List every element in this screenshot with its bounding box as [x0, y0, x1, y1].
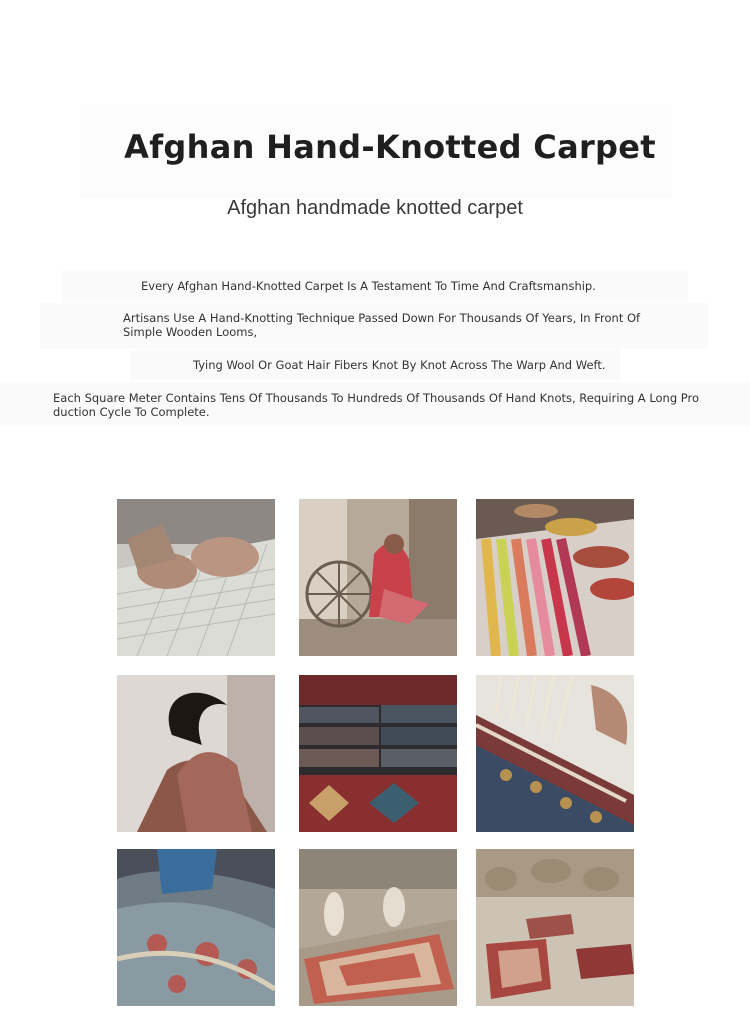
intro-line-3: Tying Wool Or Goat Hair Fibers Knot By Knot Across The Warp And Weft.: [193, 358, 606, 372]
intro-line-1: Every Afghan Hand-Knotted Carpet Is A Testament To Time And Craftsmanship.: [141, 279, 596, 293]
gallery-image-6: [476, 675, 634, 832]
page-subtitle: Afghan handmade knotted carpet: [227, 197, 523, 219]
gallery-image-2: [299, 499, 457, 656]
gallery-image-7: [117, 849, 275, 1006]
intro-line-2: Artisans Use A Hand-Knotting Technique Passed Down For Thousands Of Years, In Front Of Simple Wooden Looms,: [123, 311, 641, 339]
gallery-image-9: [476, 849, 634, 1006]
gallery-image-5: [299, 675, 457, 832]
gallery-image-1: [117, 499, 275, 656]
intro-line-4: Each Square Meter Contains Tens Of Thousands To Hundreds Of Thousands Of Hand Knots, Requiring A Long Production Cycle To Complete.: [53, 391, 700, 419]
gallery-image-3: [476, 499, 634, 656]
gallery-image-8: [299, 849, 457, 1006]
gallery-image-4: [117, 675, 275, 832]
page-title: Afghan Hand-Knotted Carpet: [124, 128, 656, 166]
